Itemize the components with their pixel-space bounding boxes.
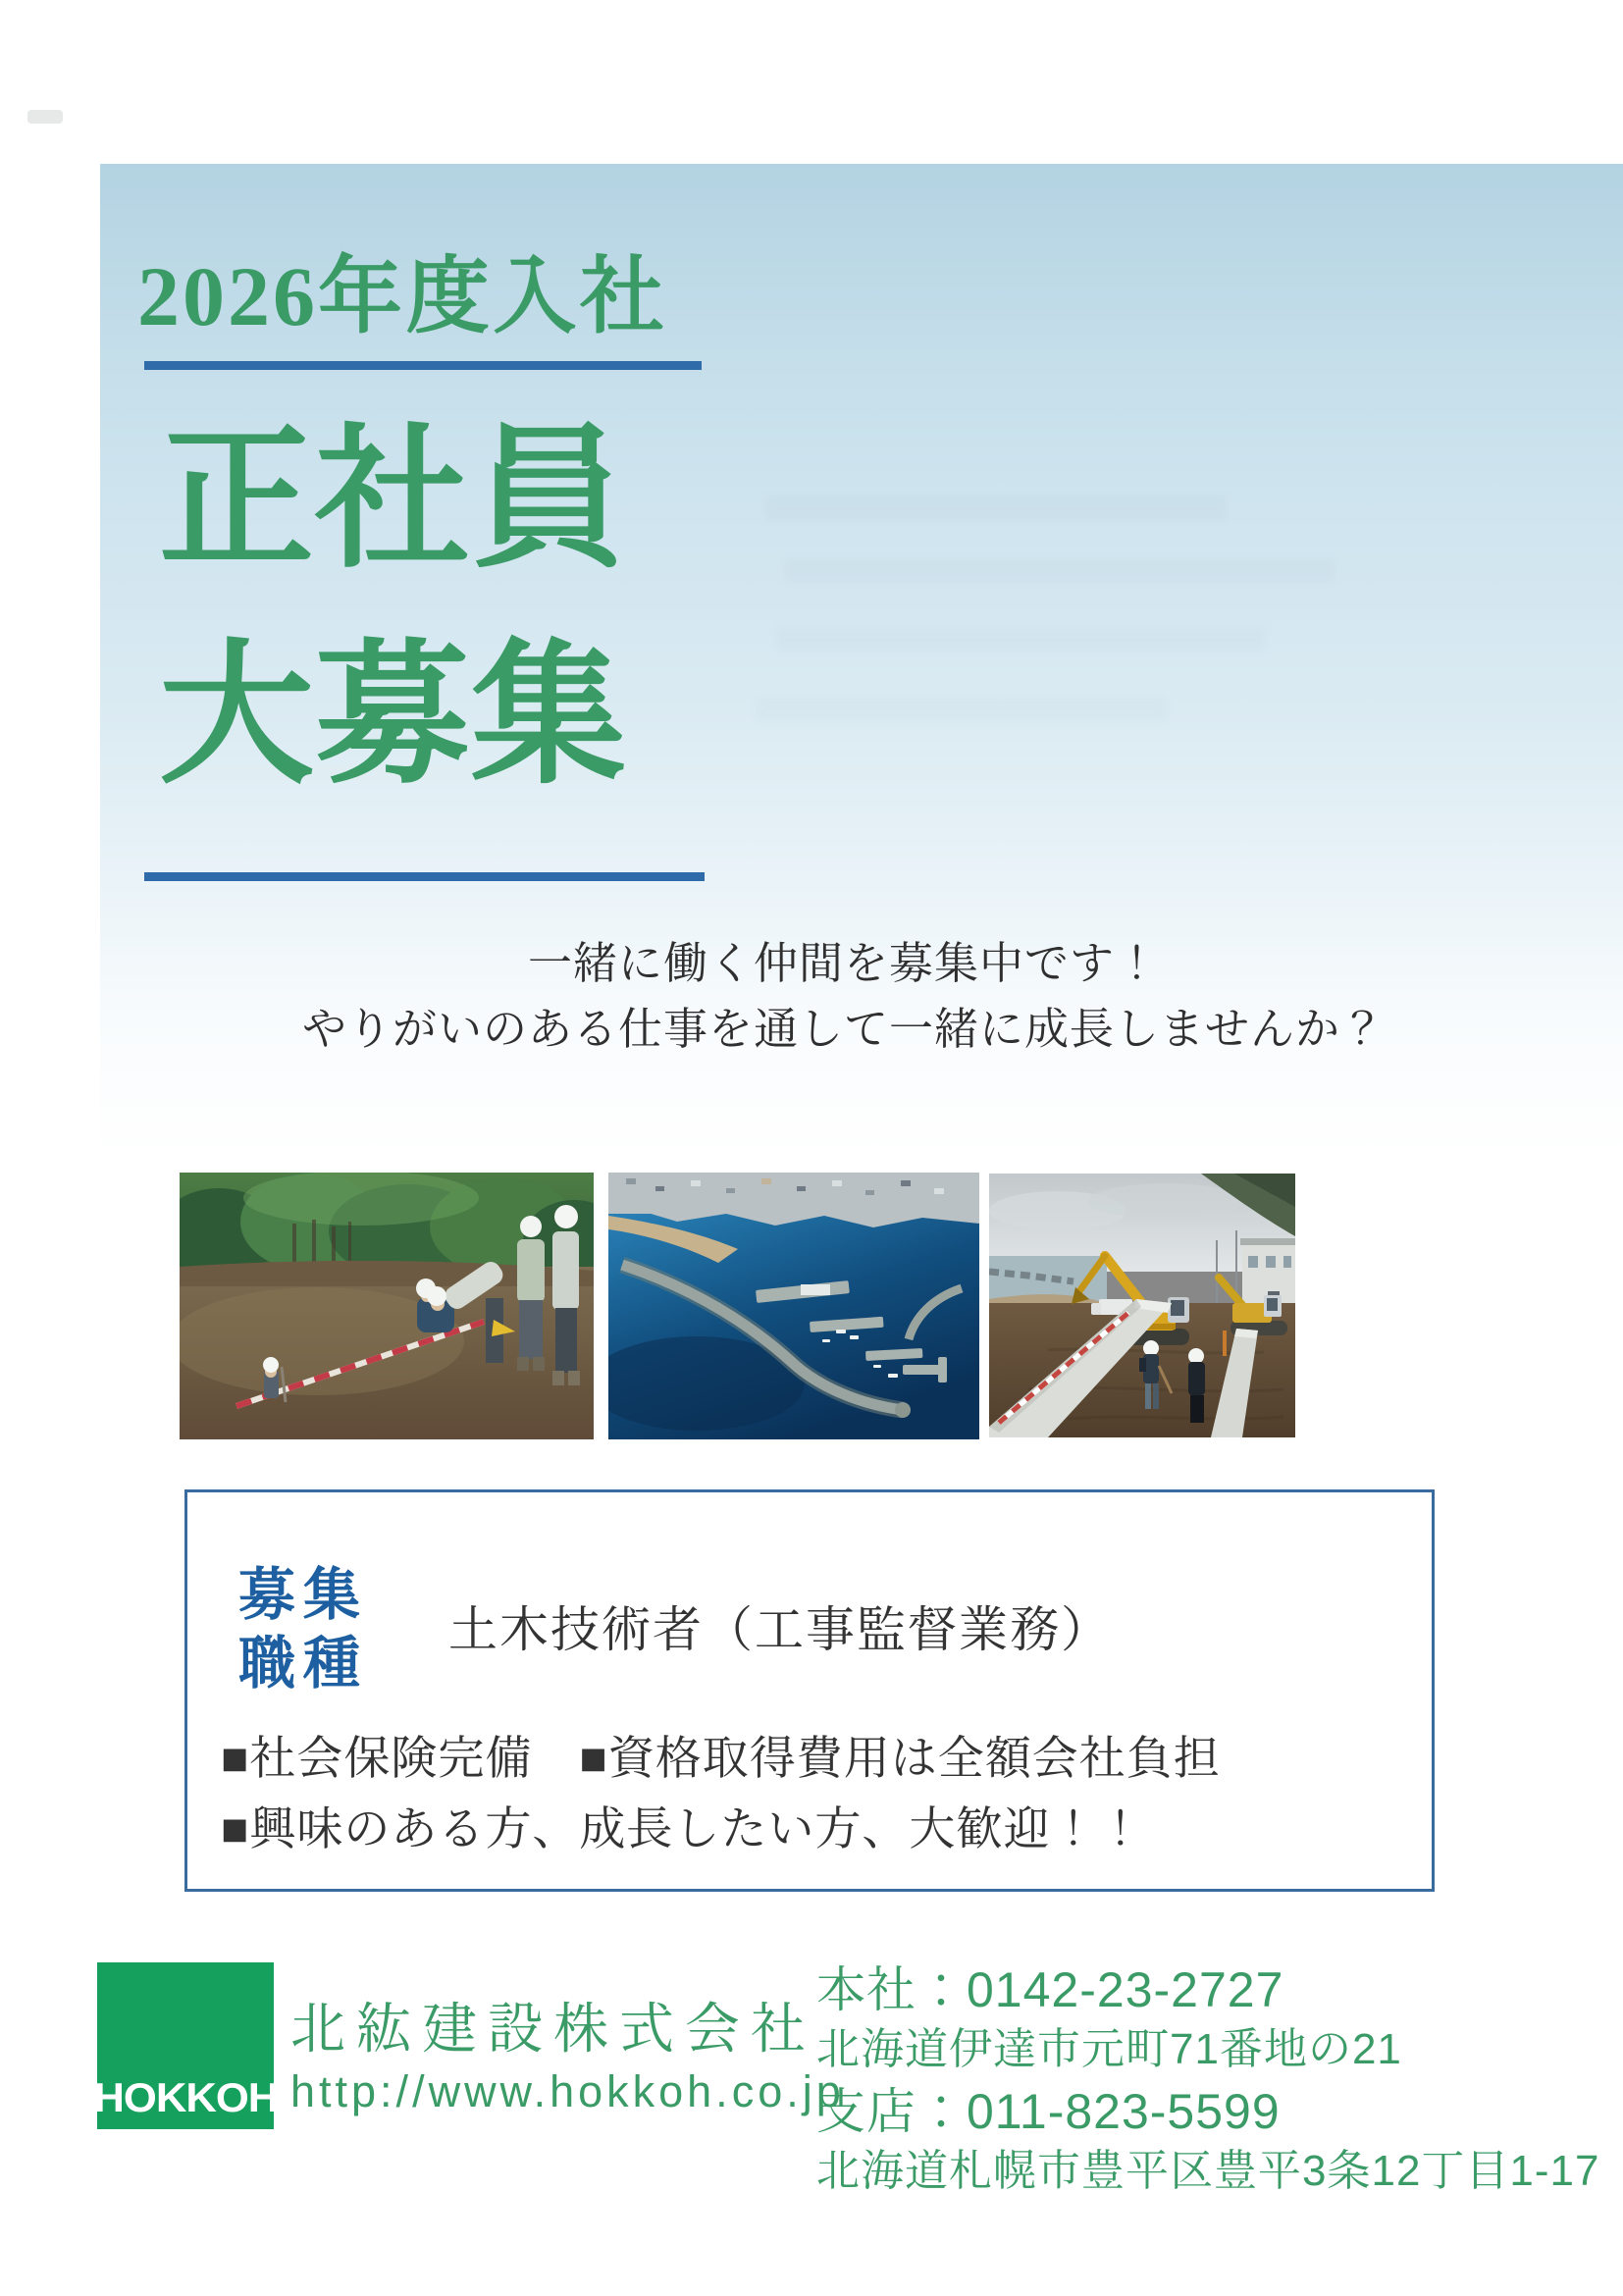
photo-harbor-aerial (608, 1173, 979, 1439)
job-title: 土木技術者（工事監督業務） (448, 1602, 1112, 1657)
divider-line-bottom (144, 872, 705, 881)
pier-building (801, 1284, 830, 1295)
branch-address: 北海道札幌市豊平区豊平3条12丁目1-17 (816, 2147, 1600, 2195)
bleed-through-artifact (756, 697, 1168, 720)
worker-standing (1188, 1348, 1205, 1423)
head-office-address: 北海道伊達市元町71番地の21 (816, 2025, 1402, 2073)
bleed-through-artifact (785, 559, 1335, 583)
company-logo (93, 1962, 279, 2129)
catch-copy-line2: やりがいのある仕事を通して一緒に成長しませんか？ (301, 1004, 1386, 1054)
photo-harbor-graphic (608, 1173, 979, 1439)
job-category-label-line2: 職種 (238, 1632, 369, 1696)
company-logo-text: HOKKOH (93, 2074, 279, 2120)
divider-line-top (144, 361, 702, 370)
year-label: 2026年度入社 (137, 249, 667, 343)
benefit-bullet-1: ■社会保険完備 ■資格取得費用は全額会社負担 (221, 1732, 1221, 1784)
recruit-info-box (184, 1489, 1435, 1892)
job-category-label-line1: 募集 (238, 1563, 369, 1627)
marker-stake (1223, 1331, 1227, 1356)
scan-artifact (27, 110, 63, 124)
cloud (1087, 1183, 1244, 1219)
bleed-through-artifact (765, 496, 1227, 521)
main-title-line1: 正社員 (159, 413, 627, 586)
main-title-line2: 大募集 (159, 629, 627, 802)
bleed-through-artifact (775, 628, 1266, 652)
catch-copy (177, 930, 1511, 1062)
truck-cab (1091, 1303, 1101, 1315)
photo-survey (180, 1173, 594, 1439)
branch-phone: 支店：011-823-5599 (816, 2084, 1281, 2139)
photo-seawall-graphic (989, 1174, 1295, 1437)
company-website: http://www.hokkoh.co.jp (290, 2066, 845, 2116)
company-name: 北紘建設株式会社 (290, 1998, 816, 2060)
catch-copy-line1: 一緒に働く仲間を募集中です！ (527, 938, 1160, 988)
head-office-phone: 本社：0142-23-2727 (816, 1962, 1284, 2017)
photo-survey-graphic (180, 1173, 594, 1439)
benefit-bullet-2: ■興味のある方、成長したい方、大歓迎！！ (221, 1802, 1145, 1854)
photo-seawall-construction (989, 1174, 1295, 1437)
job-category-label (238, 1561, 368, 1698)
